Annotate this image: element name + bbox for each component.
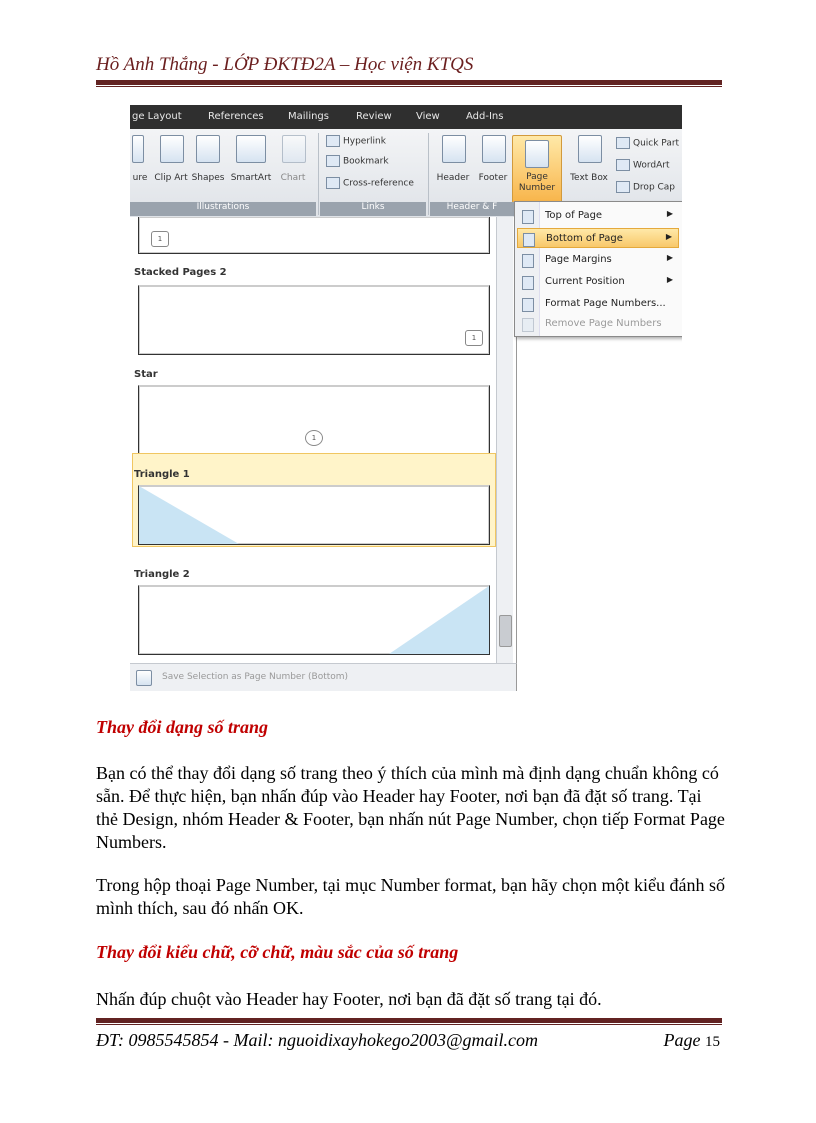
bookmark-label: Bookmark [343,156,389,167]
footer-icon[interactable] [482,135,506,163]
paragraph-number-format-dialog: Trong hộp thoại Page Number, tại mục Number format, bạn hãy chọn một kiểu đánh số mình thích, sau đó nhấn OK. [96,875,725,918]
menu-item-page-margins[interactable] [517,250,679,270]
page-number-button[interactable] [512,135,562,203]
tab-view[interactable]: View [416,111,440,122]
text-box-label: Text Box [570,173,608,183]
menu-item-label: Current Position [545,276,625,287]
header-rule [96,80,722,85]
group-links: Links [320,202,426,216]
gallery-title-stacked-pages-2: Stacked Pages 2 [134,267,227,278]
bottom-of-page-icon [523,233,535,247]
page-number-menu [514,201,682,337]
page-number-label: Page Number [518,172,556,193]
hyperlink-button[interactable] [326,135,386,147]
running-footer: ĐT: 0985545854 - Mail: nguoidixayhokego2003@gmail.com [96,1030,539,1050]
gallery-item-star[interactable] [138,385,490,455]
smartart-icon[interactable] [236,135,266,163]
clip-art-icon[interactable] [160,135,184,163]
picture-icon[interactable] [132,135,144,163]
menu-item-label: Bottom of Page [546,233,623,244]
tab-add-ins[interactable]: Add-Ins [466,111,504,122]
group-separator [318,133,319,215]
menu-item-label: Remove Page Numbers [545,318,662,329]
menu-item-label: Page Margins [545,254,612,265]
chart-label: Chart [280,173,306,183]
menu-item-bottom-of-page[interactable] [517,228,679,248]
save-selection-icon [136,670,152,686]
submenu-arrow-icon: ▶ [665,232,672,241]
ribbon-tabs [130,105,682,129]
triangle-1-shape [139,486,259,544]
wordart-button[interactable] [616,159,670,171]
quick-parts-label: Quick Part [633,138,680,149]
menu-item-label: Format Page Numbers... [545,298,666,309]
wordart-label: WordArt [633,160,670,171]
cross-reference-label: Cross-reference [343,178,414,189]
header-label: Header [436,173,470,183]
header-rule-thin [96,86,722,87]
section-heading-font-style: Thay đổi kiểu chữ, cỡ chữ, màu sắc của số trang [96,942,459,962]
word-screenshot [130,105,682,691]
tab-page-layout[interactable]: ge Layout [132,111,182,122]
gallery-title-triangle-1: Triangle 1 [134,469,190,480]
hyperlink-label: Hyperlink [343,136,386,147]
page-number-icon [525,140,549,168]
footer-rule [96,1018,722,1023]
tab-references[interactable]: References [208,111,264,122]
top-of-page-icon [522,210,534,224]
cross-reference-button[interactable] [326,177,414,189]
section-heading-number-format: Thay đổi dạng số trang [96,717,269,737]
gallery-preview-partial[interactable] [138,217,490,254]
shapes-label: Shapes [191,173,225,183]
gallery-scrollbar-thumb[interactable] [499,615,512,647]
group-separator [428,133,429,215]
page-label: Page [663,1030,701,1050]
save-selection-bar[interactable] [130,663,517,691]
smartart-label: SmartArt [230,173,272,183]
gallery-item-triangle-1[interactable] [138,485,490,545]
submenu-arrow-icon: ▶ [666,253,673,262]
drop-cap-label: Drop Cap [633,182,676,193]
paragraph-font-style: Nhấn đúp chuột vào Header hay Footer, nơi bạn đã đặt số trang tại đó. [96,989,602,1009]
current-position-icon [522,276,534,290]
page-number-glyph: 1 [305,430,323,446]
page-margins-icon [522,254,534,268]
header-icon[interactable] [442,135,466,163]
gallery-item-triangle-2[interactable] [138,585,490,655]
menu-item-current-position[interactable] [517,272,679,292]
picture-label: ure [132,173,148,183]
gallery-title-star: Star [134,369,158,380]
remove-page-numbers-icon [522,318,534,332]
page-number-gallery [130,217,517,663]
gallery-title-triangle-2: Triangle 2 [134,569,190,580]
menu-item-top-of-page[interactable] [517,206,679,226]
tab-review[interactable]: Review [356,111,392,122]
text-box-icon[interactable] [578,135,602,163]
gallery-item-stacked-pages-2[interactable] [138,285,490,355]
submenu-arrow-icon: ▶ [666,275,673,284]
page-number [664,1030,720,1051]
save-selection-label: Save Selection as Page Number (Bottom) [162,672,349,682]
gallery-scrollbar[interactable] [496,217,513,663]
paragraph-number-format-intro: Bạn có thể thay đổi dạng số trang theo ý thích của mình mà định dạng chuẩn không có sẵn. Để thực hiện, bạn nhấn đúp vào Header hay Footer, nơi bạn đã đặt số trang. Tại thẻ Design, nhóm Header & Footer, bạn nhấn nút Page Number, chọn tiếp Format Page Numbers. [96,763,725,852]
page-number-glyph: 1 [151,231,169,247]
drop-cap-button[interactable] [616,181,675,193]
tab-mailings[interactable]: Mailings [288,111,329,122]
clip-art-label: Clip Art [154,173,188,183]
menu-item-label: Top of Page [545,210,603,221]
submenu-arrow-icon: ▶ [666,209,673,218]
group-header-footer: Header & F [430,202,514,216]
footer-rule-thin [96,1024,722,1025]
chart-icon[interactable] [282,135,306,163]
shapes-icon[interactable] [196,135,220,163]
group-illustrations: Illustrations [130,202,316,216]
quick-parts-button[interactable] [616,137,679,149]
bookmark-button[interactable] [326,155,389,167]
footer-label: Footer [478,173,508,183]
page-number-glyph: 1 [465,330,483,346]
menu-item-remove-page-numbers[interactable] [517,314,679,334]
format-page-numbers-icon [522,298,534,312]
menu-item-format-page-numbers[interactable] [517,294,679,314]
page-number-value: 15 [705,1034,720,1050]
triangle-2-shape [389,586,489,654]
running-header: Hồ Anh Thắng - LỚP ĐKTĐ2A – Học viện KTQS [96,54,474,75]
